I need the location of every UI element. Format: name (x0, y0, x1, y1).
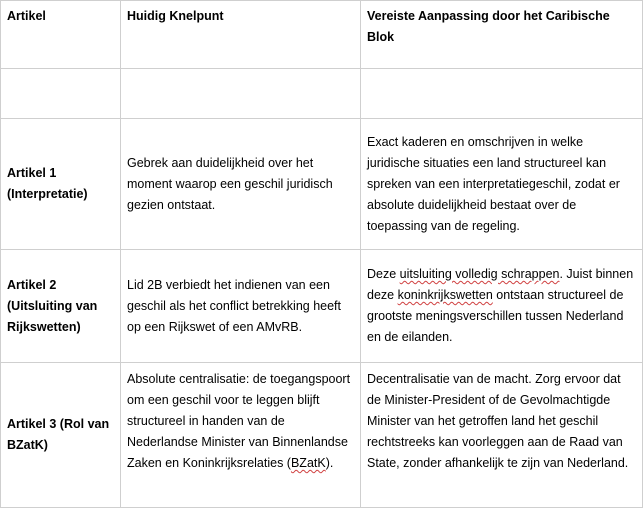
cell-article: Artikel 1 (Interpretatie) (1, 119, 121, 250)
cell-change: Exact kaderen en omschrijven in welke juridische situaties een land structureel kan spreken van een interpretatiegeschil, zodat er absolute duidelijkheid bestaat over de toepassing van de regeling. (361, 119, 643, 250)
cell-change (361, 69, 643, 119)
spellcheck-mark: koninkrijkswetten (397, 288, 493, 302)
cell-article: Artikel 3 (Rol van BZatK) (1, 363, 121, 508)
cell-problem: Absolute centralisatie: de toegangspoort om een geschil voor te leggen blijft structureel in handen van de Nederlandse Minister van Binnenlandse Zaken en Koninkrijksrelaties (BZatK). (121, 363, 361, 508)
table-row-article-1 (1, 119, 643, 250)
cell-change: Decentralisatie van de macht. Zorg ervoor dat de Minister-President of de Gevolmachtigde Minister van het getroffen land het geschil rechtstreeks kan voorleggen aan de Raad van State, zonder afhankelijk te zijn van Nederland. (361, 363, 643, 508)
spellcheck-mark: uitsluiting volledig schrappen (399, 267, 560, 281)
spellcheck-mark: BZatK (290, 456, 326, 470)
cell-problem (121, 69, 361, 119)
cell-change: Deze uitsluiting volledig schrappen. Juist binnen deze koninkrijkswetten ontstaan structureel de grootste meningsverschillen tussen Nederland en de eilanden. (361, 250, 643, 363)
table-row-empty (1, 69, 643, 119)
header-row (1, 1, 643, 69)
cell-article (1, 69, 121, 119)
header-change: Vereiste Aanpassing door het Caribische Blok (361, 1, 643, 69)
cell-article: Artikel 2 (Uitsluiting van Rijkswetten) (1, 250, 121, 363)
header-article: Artikel (1, 1, 121, 69)
header-problem: Huidig Knelpunt (121, 1, 361, 69)
cell-problem: Lid 2B verbiedt het indienen van een geschil als het conflict betrekking heeft op een Rijkswet of een AMvRB. (121, 250, 361, 363)
table-row-article-3 (1, 363, 643, 508)
cell-problem: Gebrek aan duidelijkheid over het moment waarop een geschil juridisch gezien ontstaat. (121, 119, 361, 250)
table-row-article-2 (1, 250, 643, 363)
